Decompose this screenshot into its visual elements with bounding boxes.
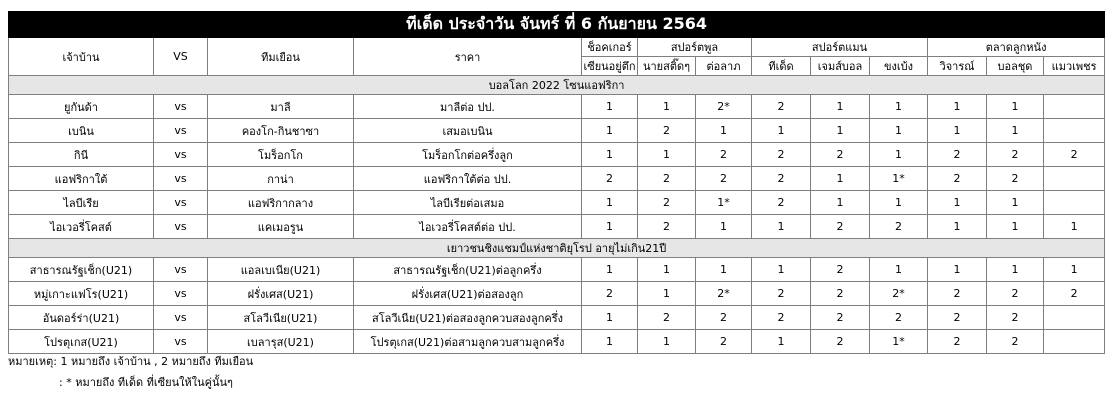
table-row bbox=[9, 143, 1105, 167]
price-cell: ไอเวอรี่โคสต์ต่อ ปป. bbox=[354, 215, 582, 239]
pick-cell: 2 bbox=[987, 143, 1044, 167]
pick-cell: 2 bbox=[811, 258, 870, 282]
pick-cell: 2 bbox=[582, 167, 638, 191]
pick-cell bbox=[1044, 306, 1105, 330]
pick-cell: 1 bbox=[752, 330, 811, 354]
header-group-sportman: สปอร์ตแมน bbox=[752, 38, 928, 57]
pick-cell: 2 bbox=[928, 143, 987, 167]
header-sub: แมวเพชร bbox=[1044, 57, 1105, 76]
pick-cell: 2 bbox=[870, 306, 928, 330]
pick-cell bbox=[1044, 95, 1105, 119]
section-header: เยาวชนชิงแชมป์แห่งชาติยุโรป อายุไม่เกิน21ปี bbox=[9, 239, 1105, 258]
pick-cell: 1 bbox=[870, 258, 928, 282]
pick-cell: 2 bbox=[987, 167, 1044, 191]
header-sub: ขงเบ้ง bbox=[870, 57, 928, 76]
home-team-cell: โปรตุเกส(U21) bbox=[9, 330, 154, 354]
header-group-market: ตลาดลูกหนัง bbox=[928, 38, 1105, 57]
header-sub: บอลชุด bbox=[987, 57, 1044, 76]
pick-cell: 1 bbox=[582, 191, 638, 215]
pick-cell: 2* bbox=[870, 282, 928, 306]
header-group-shocker: ช็อคเกอร์ bbox=[582, 38, 638, 57]
pick-cell: 2 bbox=[928, 282, 987, 306]
pick-cell: 1 bbox=[582, 330, 638, 354]
home-team-cell: กินี bbox=[9, 143, 154, 167]
pick-cell: 1 bbox=[752, 215, 811, 239]
header-price: ราคา bbox=[354, 38, 582, 76]
home-team-cell: อันดอร์ร่า(U21) bbox=[9, 306, 154, 330]
pick-cell: 1 bbox=[987, 191, 1044, 215]
away-team-cell: แคเมอรูน bbox=[208, 215, 354, 239]
table-row bbox=[9, 215, 1105, 239]
pick-cell: 1 bbox=[870, 143, 928, 167]
pick-cell: 2 bbox=[811, 215, 870, 239]
table-row bbox=[9, 258, 1105, 282]
pick-cell: 2 bbox=[811, 306, 870, 330]
pick-cell: 1* bbox=[870, 330, 928, 354]
table-row bbox=[9, 191, 1105, 215]
pick-cell: 2 bbox=[1044, 282, 1105, 306]
pick-cell: 1 bbox=[696, 258, 752, 282]
pick-cell: 1 bbox=[752, 258, 811, 282]
pick-cell: 1 bbox=[811, 191, 870, 215]
pick-cell bbox=[1044, 167, 1105, 191]
vs-cell: vs bbox=[154, 282, 208, 306]
away-team-cell: สโลวีเนีย(U21) bbox=[208, 306, 354, 330]
pick-cell: 2 bbox=[752, 167, 811, 191]
header-group-sportpool: สปอร์ตพูล bbox=[638, 38, 752, 57]
pick-cell: 1 bbox=[1044, 215, 1105, 239]
pick-cell: 1 bbox=[870, 95, 928, 119]
price-cell: ไลบีเรียต่อเสมอ bbox=[354, 191, 582, 215]
pick-cell: 2 bbox=[638, 215, 696, 239]
pick-cell: 1 bbox=[582, 95, 638, 119]
pick-cell: 1 bbox=[928, 95, 987, 119]
away-team-cell: แอลเบเนีย(U21) bbox=[208, 258, 354, 282]
pick-cell: 2 bbox=[987, 330, 1044, 354]
pick-cell: 1* bbox=[696, 191, 752, 215]
pick-cell: 1 bbox=[928, 191, 987, 215]
pick-cell: 2 bbox=[752, 282, 811, 306]
price-cell: ฝรั่งเศส(U21)ต่อสองลูก bbox=[354, 282, 582, 306]
pick-cell: 1 bbox=[638, 258, 696, 282]
pick-cell: 2 bbox=[638, 167, 696, 191]
home-team-cell: ยูกันด้า bbox=[9, 95, 154, 119]
pick-cell: 1 bbox=[928, 215, 987, 239]
pick-cell: 2 bbox=[928, 306, 987, 330]
pick-cell: 2 bbox=[987, 306, 1044, 330]
vs-cell: vs bbox=[154, 143, 208, 167]
vs-cell: vs bbox=[154, 215, 208, 239]
note-line-2: : * หมายถึง ทีเด็ด ที่เซียนให้ในคู่นั้นๆ bbox=[59, 376, 233, 389]
home-team-cell: สาธารณรัฐเช็ก(U21) bbox=[9, 258, 154, 282]
pick-cell: 2 bbox=[638, 119, 696, 143]
header-away: ทีมเยือน bbox=[208, 38, 354, 76]
pick-cell: 1 bbox=[811, 119, 870, 143]
table-row bbox=[9, 330, 1105, 354]
tips-table bbox=[8, 11, 1105, 354]
tips-table-container bbox=[8, 11, 1104, 354]
pick-cell: 2 bbox=[811, 143, 870, 167]
home-team-cell: หมู่เกาะแฟโร(U21) bbox=[9, 282, 154, 306]
pick-cell: 1 bbox=[696, 215, 752, 239]
price-cell: โมร็อกโกต่อครึ่งลูก bbox=[354, 143, 582, 167]
table-row bbox=[9, 282, 1105, 306]
header-sub: เซียนอยู่ตึก bbox=[582, 57, 638, 76]
pick-cell: 2 bbox=[752, 191, 811, 215]
vs-cell: vs bbox=[154, 306, 208, 330]
pick-cell: 1 bbox=[638, 95, 696, 119]
pick-cell: 1 bbox=[638, 282, 696, 306]
note-line-1: หมายเหตุ: 1 หมายถึง เจ้าบ้าน , 2 หมายถึง ทีมเยือน bbox=[8, 355, 254, 368]
pick-cell: 1 bbox=[811, 95, 870, 119]
pick-cell: 2 bbox=[696, 167, 752, 191]
table-row bbox=[9, 95, 1105, 119]
vs-cell: vs bbox=[154, 191, 208, 215]
pick-cell: 1 bbox=[870, 191, 928, 215]
table-row bbox=[9, 167, 1105, 191]
header-vs: VS bbox=[154, 38, 208, 76]
pick-cell: 1 bbox=[582, 215, 638, 239]
pick-cell: 1 bbox=[582, 119, 638, 143]
header-sub: วิจารณ์ bbox=[928, 57, 987, 76]
pick-cell bbox=[1044, 191, 1105, 215]
pick-cell: 1 bbox=[1044, 258, 1105, 282]
pick-cell: 2 bbox=[870, 215, 928, 239]
pick-cell: 1 bbox=[870, 119, 928, 143]
pick-cell bbox=[1044, 330, 1105, 354]
pick-cell: 2* bbox=[696, 95, 752, 119]
pick-cell: 1 bbox=[696, 119, 752, 143]
pick-cell: 2 bbox=[638, 191, 696, 215]
pick-cell: 2 bbox=[987, 282, 1044, 306]
header-home: เจ้าบ้าน bbox=[9, 38, 154, 76]
pick-cell: 1 bbox=[582, 306, 638, 330]
vs-cell: vs bbox=[154, 330, 208, 354]
away-team-cell: กาน่า bbox=[208, 167, 354, 191]
pick-cell: 2 bbox=[696, 330, 752, 354]
home-team-cell: ไลบีเรีย bbox=[9, 191, 154, 215]
table-row bbox=[9, 119, 1105, 143]
pick-cell: 2 bbox=[752, 95, 811, 119]
away-team-cell: แอฟริกากลาง bbox=[208, 191, 354, 215]
header-sub: ทีเด็ด bbox=[752, 57, 811, 76]
section-header: บอลโลก 2022 โซนแอฟริกา bbox=[9, 76, 1105, 95]
away-team-cell: โมร็อกโก bbox=[208, 143, 354, 167]
pick-cell: 1 bbox=[987, 119, 1044, 143]
pick-cell: 2 bbox=[928, 330, 987, 354]
table-row bbox=[9, 306, 1105, 330]
price-cell: มาลีต่อ ปป. bbox=[354, 95, 582, 119]
vs-cell: vs bbox=[154, 119, 208, 143]
pick-cell: 1 bbox=[811, 167, 870, 191]
pick-cell: 1* bbox=[870, 167, 928, 191]
notes bbox=[8, 351, 253, 393]
header-sub: เจมส์บอล bbox=[811, 57, 870, 76]
pick-cell: 1 bbox=[987, 95, 1044, 119]
header-sub: ต่อลาภ bbox=[696, 57, 752, 76]
home-team-cell: เบนิน bbox=[9, 119, 154, 143]
pick-cell: 2 bbox=[811, 330, 870, 354]
away-team-cell: คองโก-กินชาซา bbox=[208, 119, 354, 143]
away-team-cell: มาลี bbox=[208, 95, 354, 119]
home-team-cell: ไอเวอรี่โคสต์ bbox=[9, 215, 154, 239]
pick-cell: 1 bbox=[987, 258, 1044, 282]
price-cell: โปรตุเกส(U21)ต่อสามลูกควบสามลูกครึ่ง bbox=[354, 330, 582, 354]
pick-cell: 1 bbox=[638, 330, 696, 354]
vs-cell: vs bbox=[154, 258, 208, 282]
pick-cell: 1 bbox=[928, 258, 987, 282]
pick-cell: 2* bbox=[696, 282, 752, 306]
page-title: ทีเด็ด ประจำวัน จันทร์ ที่ 6 กันยายน 2564 bbox=[9, 12, 1105, 38]
pick-cell: 2 bbox=[928, 167, 987, 191]
pick-cell: 2 bbox=[638, 306, 696, 330]
pick-cell: 1 bbox=[638, 143, 696, 167]
header-sub: นายสติ๊ดๆ bbox=[638, 57, 696, 76]
pick-cell: 1 bbox=[582, 258, 638, 282]
pick-cell: 2 bbox=[752, 143, 811, 167]
price-cell: สาธารณรัฐเช็ก(U21)ต่อลูกครึ่ง bbox=[354, 258, 582, 282]
vs-cell: vs bbox=[154, 167, 208, 191]
pick-cell: 2 bbox=[696, 306, 752, 330]
away-team-cell: เบลารุส(U21) bbox=[208, 330, 354, 354]
pick-cell: 1 bbox=[752, 119, 811, 143]
away-team-cell: ฝรั่งเศส(U21) bbox=[208, 282, 354, 306]
pick-cell: 2 bbox=[811, 282, 870, 306]
pick-cell: 1 bbox=[928, 119, 987, 143]
pick-cell: 1 bbox=[582, 143, 638, 167]
price-cell: สโลวีเนีย(U21)ต่อสองลูกควบสองลูกครึ่ง bbox=[354, 306, 582, 330]
vs-cell: vs bbox=[154, 95, 208, 119]
home-team-cell: แอฟริกาใต้ bbox=[9, 167, 154, 191]
pick-cell: 2 bbox=[752, 306, 811, 330]
pick-cell: 2 bbox=[582, 282, 638, 306]
pick-cell bbox=[1044, 119, 1105, 143]
price-cell: เสมอเบนิน bbox=[354, 119, 582, 143]
pick-cell: 2 bbox=[696, 143, 752, 167]
price-cell: แอฟริกาใต้ต่อ ปป. bbox=[354, 167, 582, 191]
pick-cell: 2 bbox=[1044, 143, 1105, 167]
pick-cell: 1 bbox=[987, 215, 1044, 239]
